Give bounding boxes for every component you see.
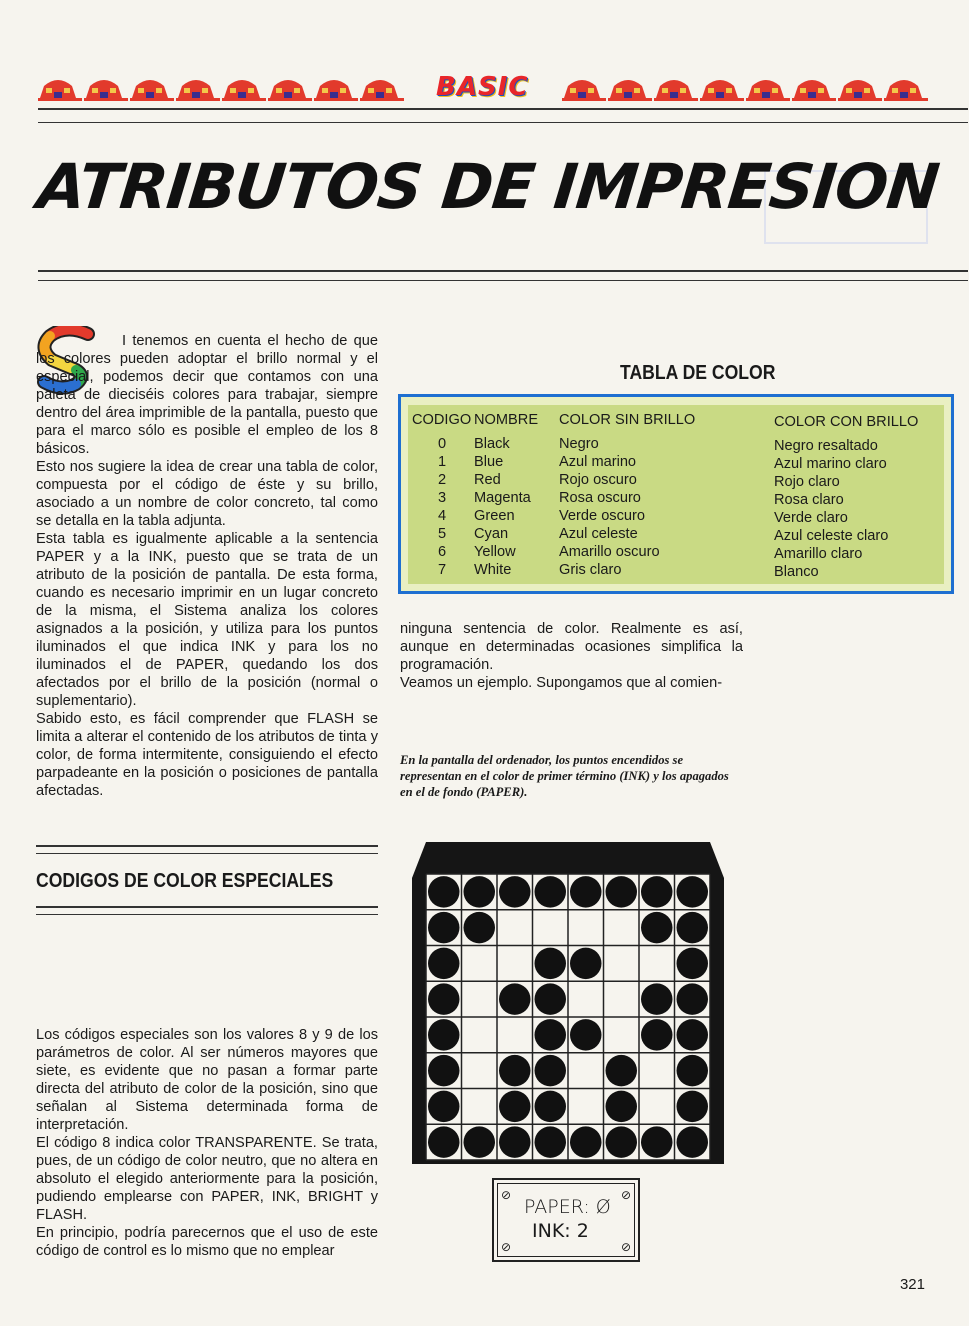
paragraph: Veamos un ejemplo. Supongamos que al comien- xyxy=(400,675,723,691)
screw-icon: ⊘ xyxy=(501,1240,512,1254)
names-column xyxy=(474,411,564,579)
lit-pixel xyxy=(428,948,460,980)
table-name-cell: Cyan xyxy=(474,526,509,542)
header-band-left xyxy=(38,68,410,102)
lit-pixel xyxy=(606,1091,638,1123)
table-con-brillo-cell: Negro resaltado xyxy=(774,438,878,454)
title-rule-thin xyxy=(38,280,968,281)
header-band-right xyxy=(562,68,934,102)
section-rule-thin xyxy=(36,853,378,854)
paragraph: I tenemos en cuenta el hecho de que los colores pueden adoptar el brillo normal y el especial, podemos decir que contamos con una paleta de dieciséis colores para trabajar, siempre dentro del área imprimible de la pantalla, puesto que para el marco sólo es posible el empleo de los 8 básicos. xyxy=(36,333,378,457)
table-code-cell: 4 xyxy=(438,508,447,524)
section-rule xyxy=(36,906,378,908)
section-rule xyxy=(36,845,378,847)
lit-pixel xyxy=(535,1091,567,1123)
table-name-cell: Black xyxy=(474,436,510,452)
table-name-cell: Yellow xyxy=(474,544,516,560)
column-2-text xyxy=(400,620,743,692)
table-code-cell: 1 xyxy=(438,454,447,470)
lit-pixel xyxy=(677,1019,709,1051)
table-code-cell: 5 xyxy=(438,526,447,542)
table-sin-brillo-cell: Negro xyxy=(559,436,599,452)
lit-pixel xyxy=(677,1055,709,1087)
codes-list xyxy=(412,435,472,579)
table-sin-brillo-cell: Gris claro xyxy=(559,562,622,578)
color-table xyxy=(398,394,954,594)
table-sin-brillo-cell: Amarillo oscuro xyxy=(559,544,660,560)
table-sin-brillo-cell: Azul celeste xyxy=(559,526,638,542)
lit-pixel xyxy=(677,1091,709,1123)
table-sin-brillo-cell: Azul marino xyxy=(559,454,637,470)
lit-pixel xyxy=(641,876,673,908)
con-brillo-column xyxy=(774,413,949,581)
lit-pixel xyxy=(464,876,496,908)
table-name-cell: White xyxy=(474,562,512,578)
paragraph: El código 8 indica color TRANSPARENTE. Se trata, pues, de un código de color neutro, que no altera en absoluto el elegido anteriormente para la posición, pudiendo emplearse con PAPER, INK, BRIGHT y FLASH. xyxy=(36,1135,378,1223)
lit-pixel xyxy=(677,948,709,980)
screw-icon: ⊘ xyxy=(501,1188,512,1202)
table-name-cell: Green xyxy=(474,508,515,524)
lit-pixel xyxy=(535,1126,567,1158)
lit-pixel xyxy=(570,948,602,980)
lit-pixel xyxy=(428,1019,460,1051)
lit-pixel xyxy=(428,1126,460,1158)
table-code-cell: 3 xyxy=(438,490,447,506)
lit-pixel xyxy=(641,1126,673,1158)
lit-pixel xyxy=(535,948,567,980)
table-title: TABLA DE COLOR xyxy=(620,362,776,384)
lit-pixel xyxy=(499,876,531,908)
lit-pixel xyxy=(606,876,638,908)
monitor-figure xyxy=(408,838,728,1168)
paragraph: ninguna sentencia de color. Realmente es así, aunque en determinadas ocasiones simplifica la programación. xyxy=(400,621,743,673)
page-title: ATRIBUTOS DE IMPRESION xyxy=(34,150,942,223)
invader-pattern-icon xyxy=(562,72,934,102)
lit-pixel xyxy=(499,1091,531,1123)
header-codigo: CODIGO xyxy=(412,412,472,428)
lit-pixel xyxy=(570,1019,602,1051)
title-rule xyxy=(38,270,968,272)
table-sin-brillo-cell: Rosa oscuro xyxy=(559,490,641,506)
table-con-brillo-cell: Rojo claro xyxy=(774,474,840,490)
table-code-cell: 2 xyxy=(438,472,447,488)
lit-pixel xyxy=(535,1019,567,1051)
lit-pixel xyxy=(606,1126,638,1158)
header-sin-brillo: COLOR SIN BRILLO xyxy=(559,412,696,428)
figure-caption: En la pantalla del ordenador, los puntos encendidos se representan en el color de primer término (INK) y los apagados en el de fondo (PAPER). xyxy=(400,753,729,799)
table-con-brillo-cell: Amarillo claro xyxy=(774,546,863,562)
lit-pixel xyxy=(499,1126,531,1158)
table-name-cell: Blue xyxy=(474,454,504,470)
screw-icon: ⊘ xyxy=(620,1188,631,1202)
header-rule-thin xyxy=(38,122,968,123)
lit-pixel xyxy=(606,1055,638,1087)
lit-pixel xyxy=(677,983,709,1015)
table-con-brillo-cell: Azul celeste claro xyxy=(774,528,889,544)
con-brillo-list xyxy=(774,437,949,581)
column-1-text xyxy=(36,332,378,800)
sin-brillo-column xyxy=(559,411,759,579)
paragraph: Esta tabla es igualmente aplicable a la sentencia PAPER y a la INK, puesto que se trata de un atributo de la posición de pantalla. De esta forma, cuando es necesario imprimir en un lugar concreto de la misma, el Sistema analiza los colores asignados a la posición, y utiliza para los puntos iluminados el que indica INK y para los no iluminados el de PAPER, quedando los dos afectados por el brillo de la posición (normal o suplementario). xyxy=(36,531,378,709)
table-con-brillo-cell: Verde claro xyxy=(774,510,848,526)
lit-pixel xyxy=(641,912,673,944)
lit-pixel xyxy=(428,1091,460,1123)
table-sin-brillo-cell: Rojo oscuro xyxy=(559,472,637,488)
names-list xyxy=(474,435,564,579)
section-title: CODIGOS DE COLOR ESPECIALES xyxy=(36,870,334,892)
lit-pixel xyxy=(677,912,709,944)
lit-pixel xyxy=(570,1126,602,1158)
lit-pixel xyxy=(535,876,567,908)
lit-pixel xyxy=(641,1019,673,1051)
paragraph: Sabido esto, es fácil comprender que FLASH se limita a alterar el contenido de los atributos de tinta y color, de forma intermitente, consiguiendo el efecto parpadeante en la posición o posiciones de pantalla afectadas. xyxy=(36,711,378,799)
table-con-brillo-cell: Azul marino claro xyxy=(774,456,887,472)
lit-pixel xyxy=(641,983,673,1015)
basic-logo: BASIC xyxy=(436,72,529,102)
lit-pixel xyxy=(499,1055,531,1087)
lit-pixel xyxy=(428,876,460,908)
lit-pixel xyxy=(535,1055,567,1087)
page-number: 321 xyxy=(899,1276,925,1293)
invader-pattern-icon xyxy=(38,72,410,102)
codes-column xyxy=(412,411,472,579)
lit-pixel xyxy=(677,1126,709,1158)
table-name-cell: Red xyxy=(474,472,501,488)
table-sin-brillo-cell: Verde oscuro xyxy=(559,508,645,524)
lit-pixel xyxy=(428,983,460,1015)
table-con-brillo-cell: Rosa claro xyxy=(774,492,844,508)
ink-label: INK: 2 xyxy=(532,1220,589,1242)
table-code-cell: 0 xyxy=(438,436,447,452)
header-con-brillo: COLOR CON BRILLO xyxy=(774,414,919,430)
lit-pixel xyxy=(464,1126,496,1158)
section-rule-thin xyxy=(36,914,378,915)
lit-pixel xyxy=(499,983,531,1015)
header-nombre: NOMBRE xyxy=(474,412,539,428)
paragraph: Los códigos especiales son los valores 8 y 9 de los parámetros de color. Al ser números mayores que siete, es evidente que no pasan a formar parte directa del atributo de color de la posición, sino que señalan al Sistema determinada forma de interpretación. xyxy=(36,1027,378,1133)
lit-pixel xyxy=(428,1055,460,1087)
paper-label: PAPER: Ø xyxy=(524,1196,611,1218)
lit-pixel xyxy=(428,912,460,944)
lit-pixel xyxy=(677,876,709,908)
color-table-fill xyxy=(408,405,944,584)
screw-icon: ⊘ xyxy=(620,1240,631,1254)
paragraph: Esto nos sugiere la idea de crear una tabla de color, compuesta por el código de éste y su brillo, asociado a un nombre de color concreto, tal como se detalla en la tabla adjunta. xyxy=(36,459,378,529)
table-con-brillo-cell: Blanco xyxy=(774,564,819,580)
lit-pixel xyxy=(570,876,602,908)
column-1b-text xyxy=(36,1026,378,1260)
table-code-cell: 7 xyxy=(438,562,447,578)
table-code-cell: 6 xyxy=(438,544,447,560)
table-name-cell: Magenta xyxy=(474,490,531,506)
sin-brillo-list xyxy=(559,435,759,579)
header-rule xyxy=(38,108,968,110)
attribute-plate xyxy=(492,1178,640,1262)
lit-pixel xyxy=(464,912,496,944)
lit-pixel xyxy=(535,983,567,1015)
paragraph: En principio, podría parecernos que el uso de este código de control es lo mismo que no emplear xyxy=(36,1225,378,1259)
